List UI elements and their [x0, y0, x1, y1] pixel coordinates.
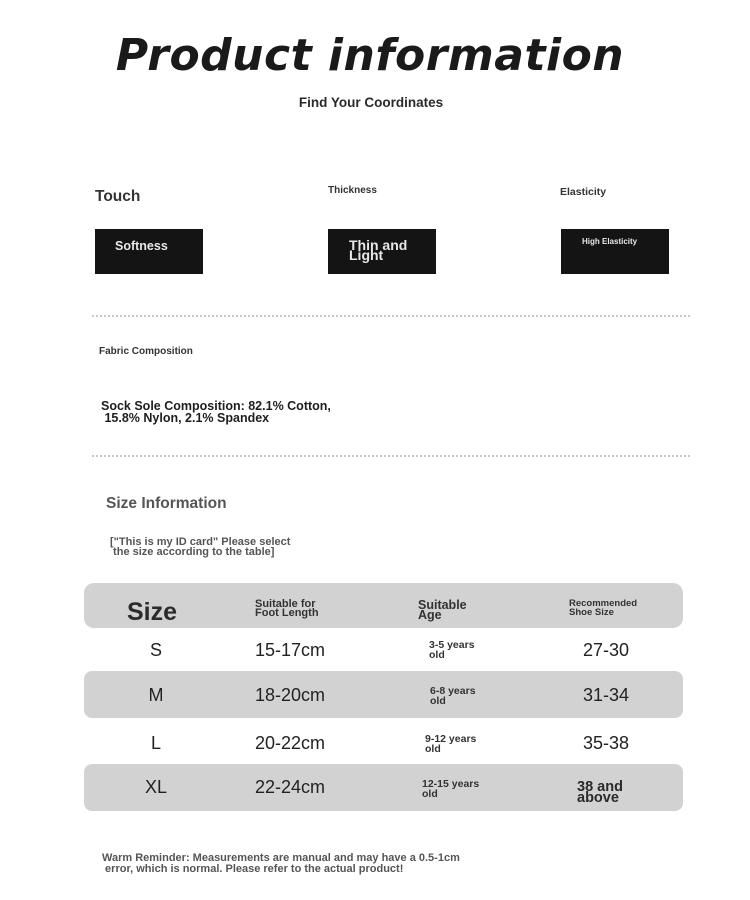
age-cell: 12-15 years old	[422, 778, 480, 800]
touch-value-box	[95, 229, 203, 274]
elasticity-value: High Elasticity	[582, 237, 638, 246]
touch-value: Softness	[115, 239, 168, 253]
foot-length-cell: 15-17cm	[254, 640, 326, 660]
thickness-label: Thickness	[328, 185, 377, 196]
shoe-size-cell: 31-34	[582, 685, 630, 705]
shoe-size-cell: 27-30	[582, 640, 630, 660]
foot-length-cell: 20-22cm	[254, 733, 326, 753]
divider	[92, 455, 690, 457]
size-cell: XL	[144, 777, 168, 797]
column-header-age: Suitable Age	[418, 598, 467, 622]
size-cell: S	[149, 640, 162, 660]
fabric-composition-text: Sock Sole Composition: 82.1% Cotton, 15.8% Nylon, 2.1% Spandex	[101, 399, 331, 425]
thickness-value: Thin and Light	[349, 237, 408, 263]
age-cell: 9-12 years old	[425, 733, 477, 755]
size-cell: M	[148, 685, 164, 705]
size-cell: L	[150, 733, 161, 753]
warm-reminder: Warm Reminder: Measurements are manual and may have a 0.5-1cm error, which is normal. Please refer to the actual product!	[102, 852, 460, 875]
column-header-foot-length: Suitable for Foot Length	[255, 598, 319, 619]
page-subtitle: Find Your Coordinates	[298, 95, 444, 110]
age-cell: 3-5 years old	[429, 639, 475, 661]
elasticity-label: Elasticity	[560, 186, 607, 198]
divider	[92, 315, 690, 317]
column-header-shoe-size: Recommended Shoe Size	[569, 598, 638, 618]
shoe-size-cell: 35-38	[582, 733, 630, 753]
touch-label: Touch	[95, 188, 141, 205]
shoe-size-cell: 38 and above	[577, 779, 623, 806]
foot-length-cell: 18-20cm	[254, 685, 326, 705]
size-info-note: ["This is my ID card" Please select the size according to the table]	[110, 536, 291, 558]
age-cell: 6-8 years old	[430, 685, 476, 707]
size-info-heading: Size Information	[106, 495, 227, 512]
fabric-heading: Fabric Composition	[99, 346, 193, 357]
elasticity-value-box	[561, 229, 669, 274]
foot-length-cell: 22-24cm	[254, 777, 326, 797]
thickness-value-box	[328, 229, 436, 274]
page-title: Product information	[115, 30, 625, 81]
column-header-size: Size	[127, 598, 178, 626]
